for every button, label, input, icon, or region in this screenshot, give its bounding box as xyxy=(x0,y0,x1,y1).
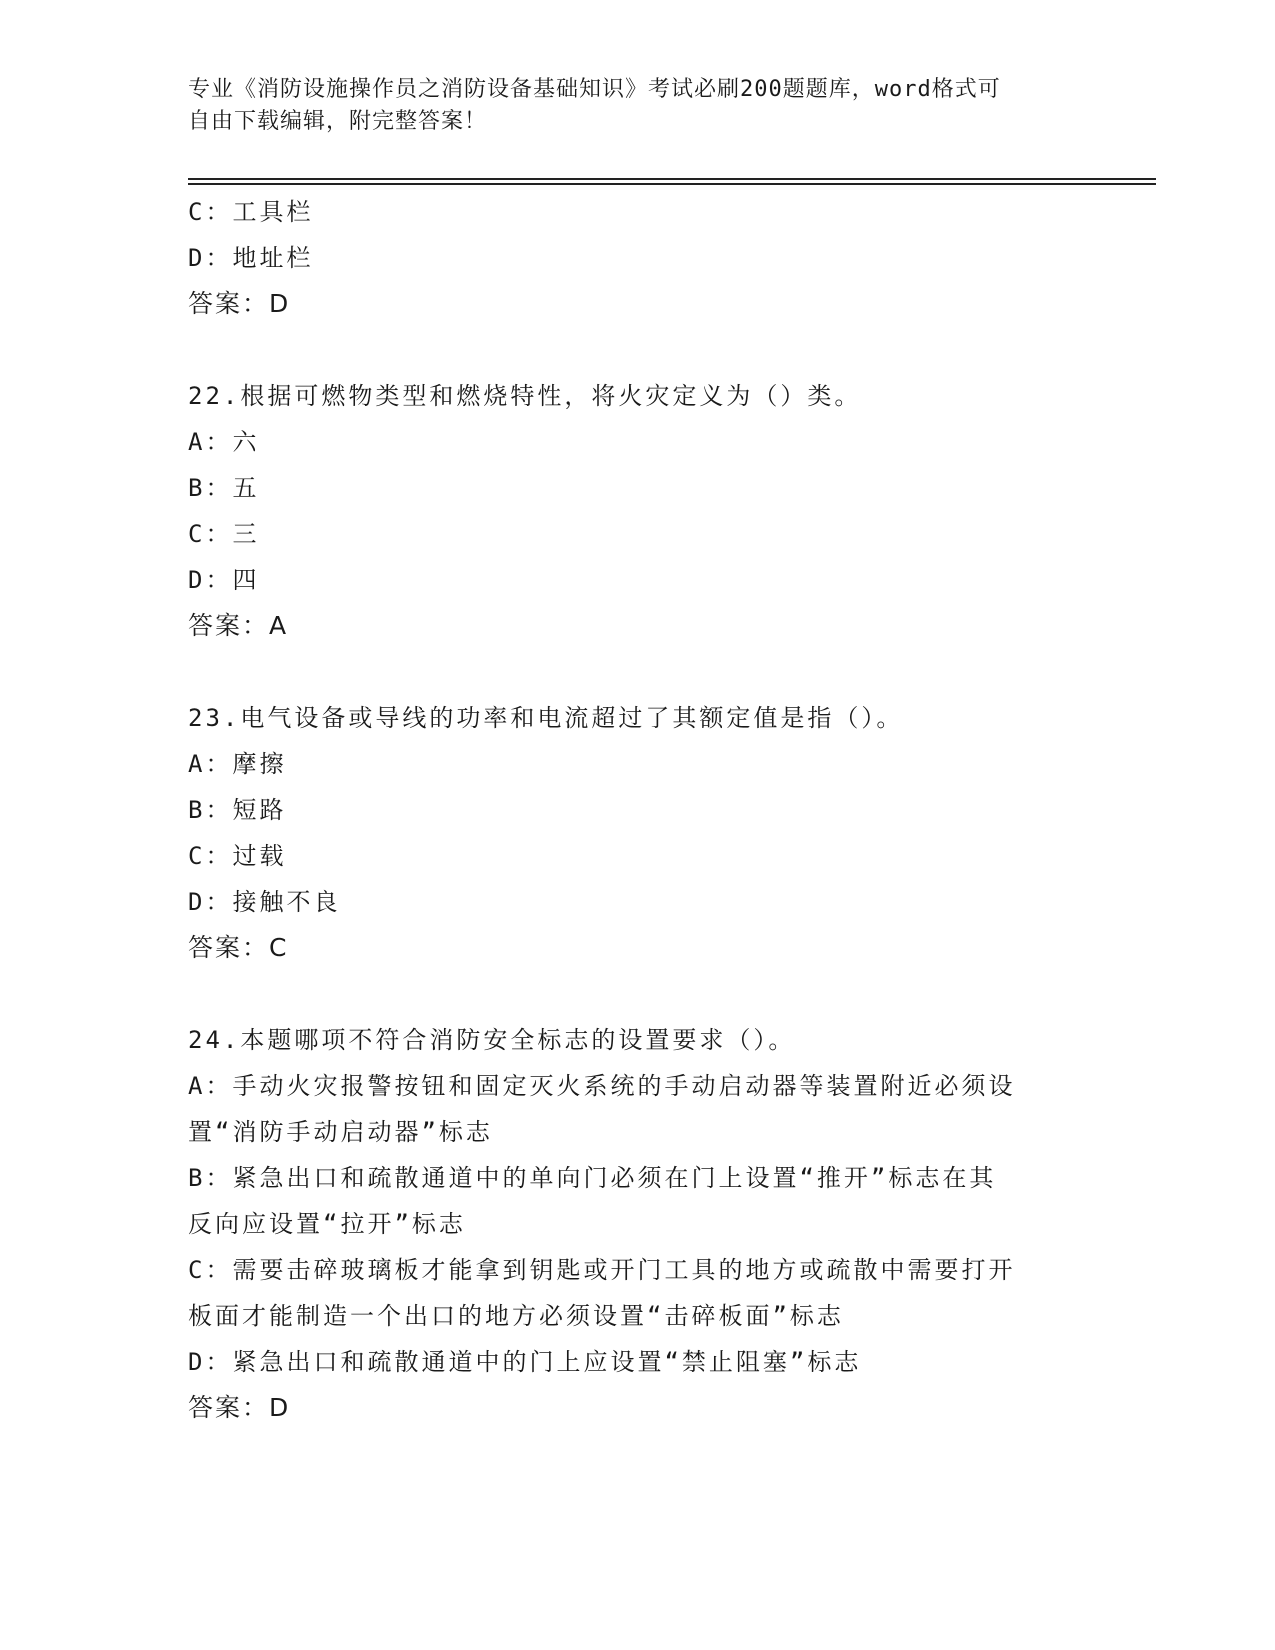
header-line-2: 自由下载编辑，附完整答案！ xyxy=(188,109,488,134)
answer-line: 答案：D xyxy=(188,1393,291,1422)
option-a-line-2: 置“消防手动启动器”标志 xyxy=(188,1118,493,1146)
question-list xyxy=(188,189,1088,1431)
question-title: 23.电气设备或导线的功率和电流超过了其额定值是指（）。 xyxy=(188,704,904,732)
option-b-line-1: B：紧急出口和疏散通道中的单向门必须在门上设置“推开”标志在其 xyxy=(188,1164,997,1192)
option-c: C：过载 xyxy=(188,842,287,870)
document-header xyxy=(188,74,1068,138)
header-line-1: 专业《消防设施操作员之消防设备基础知识》考试必刷200题题库，word格式可 xyxy=(188,77,1001,102)
option-c-line-1: C：需要击碎玻璃板才能拿到钥匙或开门工具的地方或疏散中需要打开 xyxy=(188,1256,1016,1284)
option-a: A：摩擦 xyxy=(188,750,287,778)
question-22 xyxy=(188,373,1088,649)
option-c-line-2: 板面才能制造一个出口的地方必须设置“击碎板面”标志 xyxy=(188,1302,844,1330)
question-23 xyxy=(188,695,1088,971)
header-divider-bottom xyxy=(188,183,1156,185)
question-title: 24.本题哪项不符合消防安全标志的设置要求（）。 xyxy=(188,1026,796,1054)
option-d: D：紧急出口和疏散通道中的门上应设置“禁止阻塞”标志 xyxy=(188,1348,862,1376)
question-title: 22.根据可燃物类型和燃烧特性，将火灾定义为（）类。 xyxy=(188,382,862,410)
option-a: A：六 xyxy=(188,428,260,456)
option-b: B：短路 xyxy=(188,796,287,824)
option-b: B：五 xyxy=(188,474,260,502)
answer-line: 答案：C xyxy=(188,933,289,962)
option-b-line-2: 反向应设置“拉开”标志 xyxy=(188,1210,466,1238)
answer-line: 答案：A xyxy=(188,611,289,640)
option-d: D：接触不良 xyxy=(188,888,341,916)
option-d: D：地址栏 xyxy=(188,244,314,272)
question-24 xyxy=(188,1017,1088,1431)
option-a-line-1: A：手动火灾报警按钮和固定灭火系统的手动启动器等装置附近必须设 xyxy=(188,1072,1016,1100)
option-d: D：四 xyxy=(188,566,260,594)
header-divider-top xyxy=(188,178,1156,180)
option-c: C：三 xyxy=(188,520,260,548)
answer-line: 答案：D xyxy=(188,289,291,318)
option-c: C：工具栏 xyxy=(188,198,314,226)
